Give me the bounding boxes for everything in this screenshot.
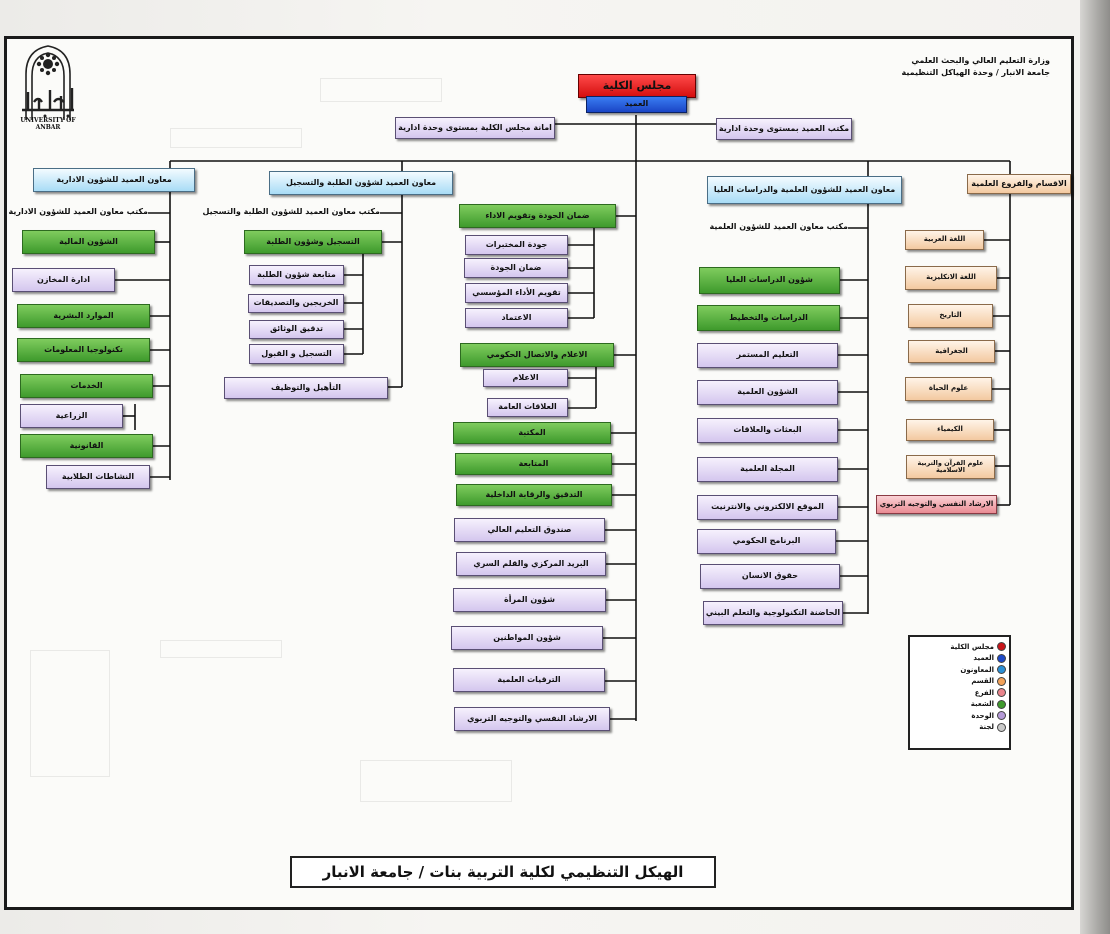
scientific-item-box: التعليم المستمر	[697, 343, 838, 368]
admin-item-box: الخدمات	[20, 374, 153, 398]
legend-item	[913, 699, 1006, 711]
admin-item-box: ادارة المخازن	[12, 268, 115, 292]
legend-label: لجنة	[979, 723, 994, 732]
scientific-item-box: الموقع الالكتروني والانترنيت	[697, 495, 838, 520]
header-block	[880, 55, 1050, 79]
admin-item-box: تكنولوجيا المعلومات	[17, 338, 150, 362]
college-council-box: مجلس الكلية	[578, 74, 696, 98]
center-item-box: شؤون المواطنين	[451, 626, 603, 650]
legend-swatch-icon	[997, 700, 1006, 709]
university-logo	[12, 40, 84, 128]
legend-label: الفرع	[974, 688, 994, 697]
ministry-name: وزارة التعليم العالي والبحث العلمي	[911, 56, 1050, 65]
center-item-box: المتابعة	[455, 453, 612, 475]
scientific-item-box: الدراسات والتخطيط	[697, 305, 840, 331]
scientific-item-box: الشؤون العلمية	[697, 380, 838, 405]
admin-item-box: الزراعية	[20, 404, 123, 428]
scientific-item-box: الحاضنة التكنولوجية والتعلم البيني	[703, 601, 843, 625]
legend-swatch-icon	[997, 688, 1006, 697]
student-office-label: مكتب معاون العميد للشؤون الطلبة والتسجيل	[202, 207, 380, 216]
department-box: اللغة العربية	[905, 230, 984, 250]
legend-item	[913, 710, 1006, 722]
legend-label: القسم	[971, 677, 994, 686]
scientific-item-box: شؤون الدراسات العليا	[699, 267, 840, 294]
quality-box: ضمان الجودة وتقويم الاداء	[459, 204, 616, 228]
legend-label: المعاونون	[960, 665, 994, 674]
scientific-item-box: البعثات والعلاقات	[697, 418, 838, 443]
admin-assistant-dean-box: معاون العميد للشؤون الادارية	[33, 168, 195, 192]
admin-item-box: الموارد البشرية	[17, 304, 150, 328]
quality-item-box: ضمان الجودة	[464, 258, 568, 278]
center-item-box: الارشاد النفسي والتوجيه التربوي	[454, 707, 610, 731]
dean-office-box: مكتب العميد بمستوى وحدة ادارية	[716, 118, 852, 140]
legend-item	[913, 653, 1006, 665]
legend-swatch-icon	[997, 711, 1006, 720]
department-box: التاريخ	[908, 304, 993, 328]
student-assistant-dean-box: معاون العميد لشؤون الطلبة والتسجيل	[269, 171, 453, 195]
admin-office-label: مكتب معاون العميد للشؤون الادارية	[8, 207, 148, 216]
legend-item	[913, 687, 1006, 699]
department-box: علوم القرآن والتربية الاسلامية	[906, 455, 995, 479]
counseling-unit-box: الارشاد النفسي والتوجيه التربوي	[876, 495, 997, 514]
center-item-box: المكتبة	[453, 422, 611, 444]
scientific-assistant-dean-box: معاون العميد للشؤون العلمية والدراسات العليا	[707, 176, 902, 204]
legend-swatch-icon	[997, 723, 1006, 732]
legend-label: مجلس الكلية	[950, 642, 994, 651]
student-extra-box: التأهيل والتوظيف	[224, 377, 388, 399]
legend-item	[913, 664, 1006, 676]
center-item-box: البريد المركزي والقلم السري	[456, 552, 606, 576]
legend-label: الشعبة	[970, 700, 994, 709]
center-item-box: صندوق التعليم العالي	[454, 518, 605, 542]
departments-head-box: الاقسام والفروع العلمية	[967, 174, 1071, 194]
chart-title: الهيكل التنظيمي لكلية التربية بنات / جامعة الانبار	[290, 856, 716, 888]
legend-label: الوحدة	[971, 711, 994, 720]
dean-box: العميد	[586, 96, 687, 113]
center-item-box: شؤون المرأة	[453, 588, 606, 612]
department-box: الكيمياء	[906, 419, 994, 441]
media-box: الاعلام والاتصال الحكومي	[460, 343, 614, 367]
center-item-box: التدقيق والرقابة الداخلية	[456, 484, 612, 506]
student-group-box: التسجيل وشؤون الطلبة	[244, 230, 382, 254]
department-box: اللغة الانكليزية	[905, 266, 997, 290]
department-box: الجغرافية	[908, 340, 995, 363]
legend	[908, 635, 1011, 750]
legend-item	[913, 676, 1006, 688]
quality-item-box: تقويم الأداء المؤسسي	[465, 283, 568, 303]
quality-item-box: الاعتماد	[465, 308, 568, 328]
student-item-box: التسجيل و القبول	[249, 344, 344, 364]
legend-swatch-icon	[997, 642, 1006, 651]
legend-swatch-icon	[997, 665, 1006, 674]
media-item-box: العلاقات العامة	[487, 398, 568, 417]
scientific-office-label: مكتب معاون العميد للشؤون العلمية	[709, 222, 848, 231]
student-item-box: متابعة شؤون الطلبة	[249, 265, 344, 285]
scientific-item-box: البرنامج الحكومي	[697, 529, 836, 554]
logo-caption: UNIVERSITY OF ANBAR	[20, 117, 76, 131]
media-item-box: الاعلام	[483, 369, 568, 387]
admin-item-box: النشاطات الطلابية	[46, 465, 150, 489]
legend-swatch-icon	[997, 677, 1006, 686]
center-item-box: الترقيات العلمية	[453, 668, 605, 692]
unit-name: جامعة الانبار / وحدة الهياكل التنظيمية	[901, 68, 1050, 77]
admin-item-box: الشؤون المالية	[22, 230, 155, 254]
admin-item-box: القانونية	[20, 434, 153, 458]
scientific-item-box: حقوق الانسان	[700, 564, 840, 589]
scientific-item-box: المجلة العلمية	[697, 457, 838, 482]
student-item-box: الخريجين والتصديقات	[248, 294, 344, 313]
council-secretariat-box: امانة مجلس الكلية بمستوى وحدة ادارية	[395, 117, 555, 139]
quality-item-box: جودة المختبرات	[465, 235, 568, 255]
legend-label: العميد	[973, 654, 994, 663]
legend-item	[913, 641, 1006, 653]
legend-swatch-icon	[997, 654, 1006, 663]
department-box: علوم الحياة	[905, 377, 992, 401]
student-item-box: تدقيق الوثائق	[249, 320, 344, 339]
legend-item	[913, 722, 1006, 734]
